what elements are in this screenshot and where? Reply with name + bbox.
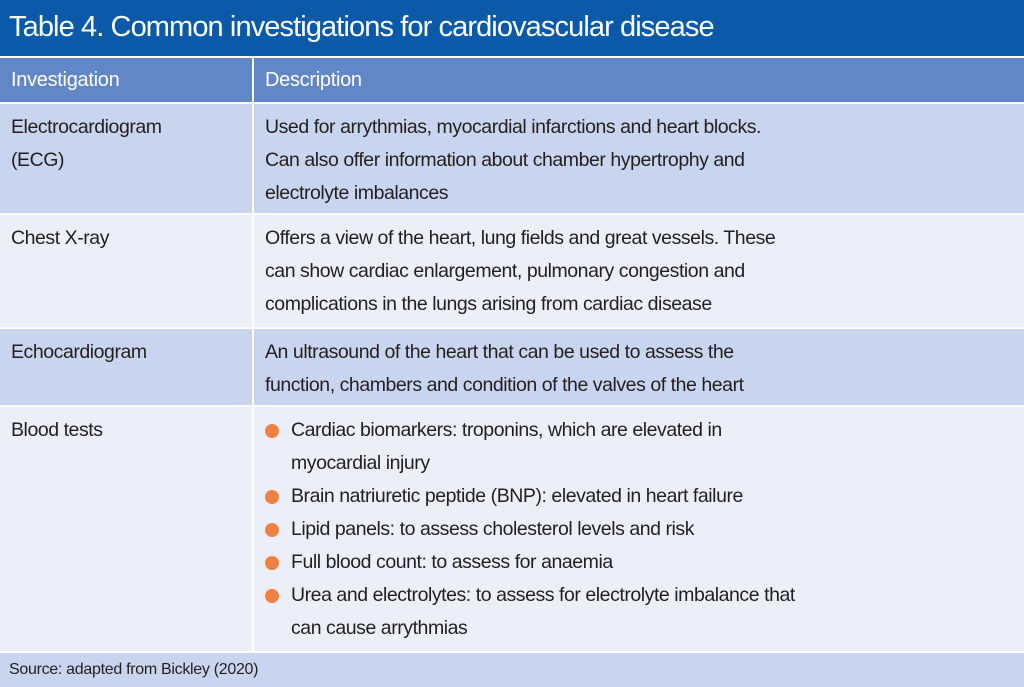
- bullet-text: Cardiac biomarkers: troponins, which are elevated in: [291, 419, 722, 441]
- investigation-cell: [0, 215, 254, 327]
- bullet-item: [265, 513, 1024, 546]
- investigation-text: Blood tests: [11, 419, 103, 441]
- bullet-icon: [265, 523, 279, 537]
- bullet-text: Lipid panels: to assess cholesterol levels and risk: [291, 518, 695, 540]
- bullet-text: Full blood count: to assess for anaemia: [291, 551, 613, 573]
- table-row-echocardiogram: [0, 327, 1024, 405]
- description-text: function, chambers and condition of the valves of the heart: [265, 374, 744, 396]
- investigation-cell: [0, 407, 254, 651]
- table-row-chest-xray: [0, 213, 1024, 327]
- investigation-cell: [0, 329, 254, 405]
- description-text: Can also offer information about chamber hypertrophy and: [265, 149, 745, 171]
- table-row-blood-tests: [0, 405, 1024, 651]
- bullet-icon: [265, 490, 279, 504]
- description-cell: [254, 215, 1024, 327]
- bullet-text: Urea and electrolytes: to assess for electrolyte imbalance that: [291, 584, 795, 606]
- description-text: electrolyte imbalances: [265, 182, 449, 204]
- bullet-item: [265, 546, 1024, 579]
- bullet-item: [265, 414, 1024, 480]
- bullet-text: can cause arrythmias: [291, 617, 468, 639]
- source-note: Source: adapted from Bickley (2020): [0, 651, 1024, 687]
- bullet-icon: [265, 589, 279, 603]
- description-cell: [254, 104, 1024, 213]
- header-investigation: Investigation: [0, 58, 254, 102]
- investigation-text: Echocardiogram: [11, 341, 147, 363]
- description-text: Used for arrythmias, myocardial infarctions and heart blocks.: [265, 116, 762, 138]
- description-text: Offers a view of the heart, lung fields and great vessels. These: [265, 227, 776, 249]
- description-text: complications in the lungs arising from cardiac disease: [265, 293, 712, 315]
- table-header-row: [0, 56, 1024, 102]
- bullet-text: myocardial injury: [291, 452, 430, 474]
- description-text: can show cardiac enlargement, pulmonary congestion and: [265, 260, 745, 282]
- bullet-text: Brain natriuretic peptide (BNP): elevated in heart failure: [291, 485, 743, 507]
- bullet-icon: [265, 556, 279, 570]
- bullet-item: [265, 480, 1024, 513]
- investigation-cell: [0, 104, 254, 213]
- description-text: An ultrasound of the heart that can be used to assess the: [265, 341, 734, 363]
- investigation-text: Chest X-ray: [11, 227, 109, 249]
- bullet-item: [265, 579, 1024, 645]
- description-cell: [254, 407, 1024, 651]
- investigation-text: (ECG): [11, 149, 64, 171]
- description-cell: [254, 329, 1024, 405]
- table-title: Table 4. Common investigations for cardiovascular disease: [0, 0, 1024, 56]
- table-row-ecg: [0, 102, 1024, 213]
- investigation-text: Electrocardiogram: [11, 116, 162, 138]
- header-description: Description: [265, 69, 362, 91]
- bullet-icon: [265, 424, 279, 438]
